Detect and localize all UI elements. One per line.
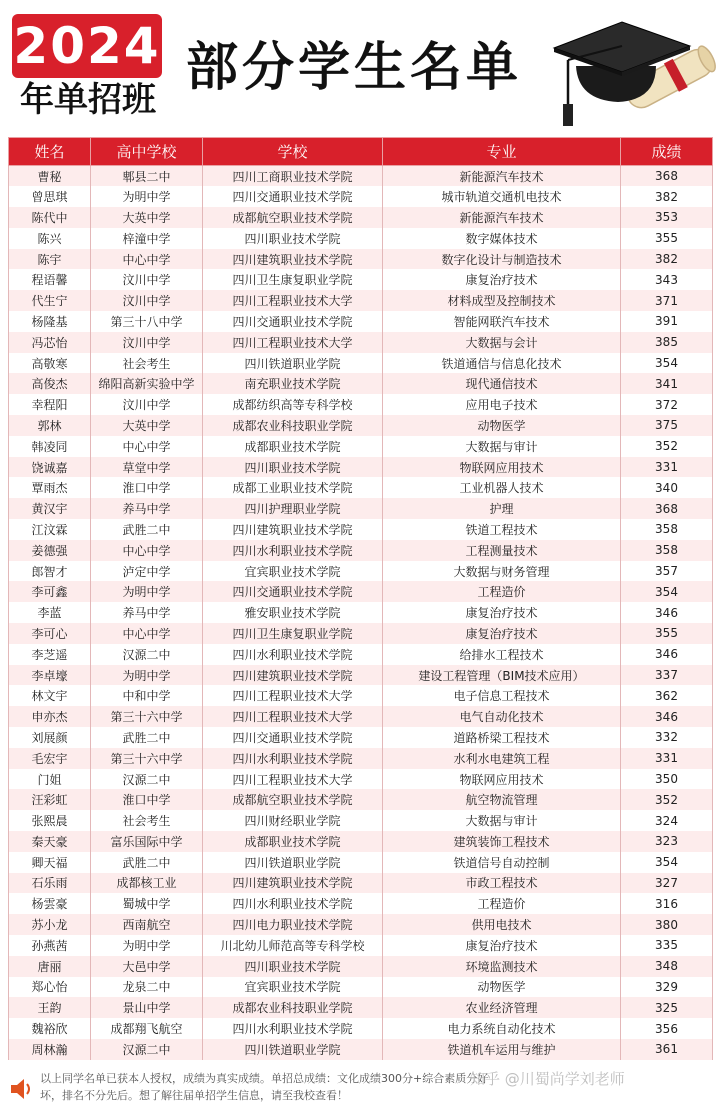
cell-score: 335 xyxy=(621,935,713,956)
cell-score: 354 xyxy=(621,581,713,602)
cell-major: 建筑装饰工程技术 xyxy=(383,831,621,852)
table-row xyxy=(9,207,713,228)
cell-score: 371 xyxy=(621,290,713,311)
cell-college: 成都航空职业技术学院 xyxy=(203,207,383,228)
cell-high-school: 汉源二中 xyxy=(91,1039,203,1060)
cell-name: 林文宇 xyxy=(9,685,91,706)
cell-major: 铁道机车运用与维护 xyxy=(383,1039,621,1060)
cell-major: 铁道通信与信息化技术 xyxy=(383,353,621,374)
table-row xyxy=(9,249,713,270)
cell-high-school: 绵阳高新实验中学 xyxy=(91,373,203,394)
cell-major: 大数据与财务管理 xyxy=(383,561,621,582)
cell-name: 陈宇 xyxy=(9,249,91,270)
cell-college: 四川工程职业技术大学 xyxy=(203,769,383,790)
cell-score: 352 xyxy=(621,436,713,457)
cell-name: 汪彩虹 xyxy=(9,789,91,810)
table-row xyxy=(9,706,713,727)
cell-high-school: 汉源二中 xyxy=(91,769,203,790)
cell-major: 护理 xyxy=(383,498,621,519)
cell-college: 四川水利职业技术学院 xyxy=(203,1018,383,1039)
cell-major: 大数据与会计 xyxy=(383,332,621,353)
cell-high-school: 富乐国际中学 xyxy=(91,831,203,852)
table-row xyxy=(9,893,713,914)
cell-college: 四川建筑职业技术学院 xyxy=(203,249,383,270)
column-header-name: 姓名 xyxy=(9,138,91,166)
cell-college: 四川财经职业学院 xyxy=(203,810,383,831)
cell-high-school: 淮口中学 xyxy=(91,477,203,498)
table-row xyxy=(9,415,713,436)
cell-college: 雅安职业技术学院 xyxy=(203,602,383,623)
footer xyxy=(0,1066,720,1108)
cell-major: 给排水工程技术 xyxy=(383,644,621,665)
cell-high-school: 泸定中学 xyxy=(91,561,203,582)
column-header-score: 成绩 xyxy=(621,138,713,166)
cell-name: 覃雨杰 xyxy=(9,477,91,498)
cell-major: 工程造价 xyxy=(383,581,621,602)
table-row xyxy=(9,394,713,415)
cell-name: 郎智才 xyxy=(9,561,91,582)
cell-major: 数字媒体技术 xyxy=(383,228,621,249)
cell-high-school: 蜀城中学 xyxy=(91,893,203,914)
cell-high-school: 淮口中学 xyxy=(91,789,203,810)
table-row xyxy=(9,457,713,478)
cell-name: 申亦杰 xyxy=(9,706,91,727)
cell-name: 刘展颜 xyxy=(9,727,91,748)
cell-name: 杨雲豪 xyxy=(9,893,91,914)
table-row xyxy=(9,373,713,394)
cell-major: 电气自动化技术 xyxy=(383,706,621,727)
cell-score: 346 xyxy=(621,602,713,623)
table-row xyxy=(9,748,713,769)
cell-college: 四川建筑职业技术学院 xyxy=(203,665,383,686)
cell-major: 铁道信号自动控制 xyxy=(383,852,621,873)
cell-college: 四川护理职业学院 xyxy=(203,498,383,519)
cell-major: 市政工程技术 xyxy=(383,873,621,894)
cell-high-school: 汶川中学 xyxy=(91,290,203,311)
cell-major: 动物医学 xyxy=(383,415,621,436)
cell-college: 成都农业科技职业学院 xyxy=(203,997,383,1018)
cell-score: 368 xyxy=(621,498,713,519)
cell-major: 农业经济管理 xyxy=(383,997,621,1018)
cell-name: 卿天福 xyxy=(9,852,91,873)
cell-score: 382 xyxy=(621,186,713,207)
table-row xyxy=(9,1018,713,1039)
cell-college: 四川铁道职业学院 xyxy=(203,353,383,374)
column-header-high-school: 高中学校 xyxy=(91,138,203,166)
table-row xyxy=(9,914,713,935)
cell-score: 358 xyxy=(621,540,713,561)
table-row xyxy=(9,561,713,582)
cell-college: 成都纺织高等专科学校 xyxy=(203,394,383,415)
cell-score: 343 xyxy=(621,269,713,290)
cell-college: 四川交通职业技术学院 xyxy=(203,311,383,332)
cell-name: 李蓝 xyxy=(9,602,91,623)
cell-college: 四川铁道职业学院 xyxy=(203,852,383,873)
cell-major: 智能网联汽车技术 xyxy=(383,311,621,332)
cell-college: 四川水利职业技术学院 xyxy=(203,644,383,665)
cell-name: 李卓壕 xyxy=(9,665,91,686)
table-row xyxy=(9,623,713,644)
cell-high-school: 中心中学 xyxy=(91,249,203,270)
cell-high-school: 为明中学 xyxy=(91,581,203,602)
cell-major: 大数据与审计 xyxy=(383,436,621,457)
cell-name: 李芝遥 xyxy=(9,644,91,665)
cell-score: 331 xyxy=(621,457,713,478)
table-row xyxy=(9,789,713,810)
cell-name: 唐丽 xyxy=(9,956,91,977)
table-row xyxy=(9,810,713,831)
cell-major: 电力系统自动化技术 xyxy=(383,1018,621,1039)
cell-name: 高俊杰 xyxy=(9,373,91,394)
header xyxy=(0,0,720,132)
cell-high-school: 中心中学 xyxy=(91,436,203,457)
cell-major: 康复治疗技术 xyxy=(383,602,621,623)
table-row xyxy=(9,498,713,519)
speaker-icon xyxy=(8,1076,34,1102)
class-name: 年单招班 xyxy=(20,80,156,120)
cell-high-school: 第三十六中学 xyxy=(91,706,203,727)
cell-score: 327 xyxy=(621,873,713,894)
student-table xyxy=(8,137,712,1060)
cell-name: 杨隆基 xyxy=(9,311,91,332)
cell-college: 成都工业职业技术学院 xyxy=(203,477,383,498)
cell-high-school: 养马中学 xyxy=(91,602,203,623)
cell-major: 工程测量技术 xyxy=(383,540,621,561)
table-row xyxy=(9,977,713,998)
cell-major: 物联网应用技术 xyxy=(383,769,621,790)
cell-score: 380 xyxy=(621,914,713,935)
cell-score: 357 xyxy=(621,561,713,582)
table-row xyxy=(9,997,713,1018)
table-row xyxy=(9,290,713,311)
cell-college: 成都职业技术学院 xyxy=(203,831,383,852)
cell-high-school: 中心中学 xyxy=(91,623,203,644)
year-label: 2024 xyxy=(13,17,161,75)
cell-name: 曾思琪 xyxy=(9,186,91,207)
table-row xyxy=(9,311,713,332)
cell-name: 张熙晨 xyxy=(9,810,91,831)
cell-high-school: 为明中学 xyxy=(91,935,203,956)
cell-score: 341 xyxy=(621,373,713,394)
cell-score: 353 xyxy=(621,207,713,228)
cell-high-school: 大邑中学 xyxy=(91,956,203,977)
cell-score: 391 xyxy=(621,311,713,332)
cell-college: 四川职业技术学院 xyxy=(203,228,383,249)
cell-high-school: 景山中学 xyxy=(91,997,203,1018)
cell-score: 346 xyxy=(621,706,713,727)
table-row xyxy=(9,186,713,207)
cell-name: 曹秘 xyxy=(9,166,91,187)
page-title: 部分学生名单 xyxy=(186,38,523,98)
table-row xyxy=(9,769,713,790)
cell-college: 四川交通职业技术学院 xyxy=(203,186,383,207)
cell-college: 四川职业技术学院 xyxy=(203,457,383,478)
cell-major: 现代通信技术 xyxy=(383,373,621,394)
table-row xyxy=(9,581,713,602)
cell-high-school: 为明中学 xyxy=(91,186,203,207)
cell-score: 354 xyxy=(621,353,713,374)
cell-high-school: 社会考生 xyxy=(91,353,203,374)
cell-score: 362 xyxy=(621,685,713,706)
cell-score: 348 xyxy=(621,956,713,977)
table-row xyxy=(9,228,713,249)
cell-score: 382 xyxy=(621,249,713,270)
footer-note: 以上同学名单已获本人授权，成绩为真实成绩。单招总成绩：文化成绩300分+综合素质分好坏，排名不分先后。想了解往届单招学生信息，请至我校查看！ xyxy=(40,1072,489,1102)
cell-score: 358 xyxy=(621,519,713,540)
cell-high-school: 养马中学 xyxy=(91,498,203,519)
cell-major: 康复治疗技术 xyxy=(383,269,621,290)
cell-college: 四川电力职业技术学院 xyxy=(203,914,383,935)
cell-major: 航空物流管理 xyxy=(383,789,621,810)
cell-high-school: 第三十八中学 xyxy=(91,311,203,332)
cell-college: 成都农业科技职业学院 xyxy=(203,415,383,436)
cell-high-school: 武胜二中 xyxy=(91,727,203,748)
cell-score: 355 xyxy=(621,623,713,644)
cell-high-school: 龙泉二中 xyxy=(91,977,203,998)
table-row xyxy=(9,685,713,706)
cell-name: 高敬寒 xyxy=(9,353,91,374)
cell-score: 372 xyxy=(621,394,713,415)
cell-name: 李可心 xyxy=(9,623,91,644)
cell-high-school: 成都翔飞航空 xyxy=(91,1018,203,1039)
cell-major: 铁道工程技术 xyxy=(383,519,621,540)
watermark: 知乎 @川蜀尚学刘老师 xyxy=(470,1070,625,1088)
cell-name: 郑心怡 xyxy=(9,977,91,998)
cell-score: 332 xyxy=(621,727,713,748)
cell-name: 孙燕茜 xyxy=(9,935,91,956)
cell-major: 工程造价 xyxy=(383,893,621,914)
cell-college: 四川交通职业技术学院 xyxy=(203,727,383,748)
cell-name: 门姐 xyxy=(9,769,91,790)
table-row xyxy=(9,852,713,873)
cell-major: 康复治疗技术 xyxy=(383,935,621,956)
cell-college: 四川卫生康复职业学院 xyxy=(203,623,383,644)
table-header-row xyxy=(9,138,713,166)
cell-name: 姜德强 xyxy=(9,540,91,561)
cell-college: 宜宾职业技术学院 xyxy=(203,561,383,582)
cell-high-school: 中心中学 xyxy=(91,540,203,561)
cell-name: 王韵 xyxy=(9,997,91,1018)
cell-college: 四川工程职业技术大学 xyxy=(203,290,383,311)
cell-name: 李可鑫 xyxy=(9,581,91,602)
cell-high-school: 郫县二中 xyxy=(91,166,203,187)
cell-college: 宜宾职业技术学院 xyxy=(203,977,383,998)
table-row xyxy=(9,873,713,894)
cell-major: 道路桥梁工程技术 xyxy=(383,727,621,748)
cell-name: 幸程阳 xyxy=(9,394,91,415)
cell-score: 329 xyxy=(621,977,713,998)
cell-major: 新能源汽车技术 xyxy=(383,166,621,187)
cell-score: 354 xyxy=(621,852,713,873)
cell-score: 361 xyxy=(621,1039,713,1060)
cell-major: 城市轨道交通机电技术 xyxy=(383,186,621,207)
table-body xyxy=(9,166,713,1060)
cell-major: 大数据与审计 xyxy=(383,810,621,831)
graduation-cap-icon xyxy=(548,14,720,134)
cell-high-school: 大英中学 xyxy=(91,415,203,436)
cell-name: 饶诚嘉 xyxy=(9,457,91,478)
table-row xyxy=(9,602,713,623)
cell-high-school: 社会考生 xyxy=(91,810,203,831)
cell-college: 成都航空职业技术学院 xyxy=(203,789,383,810)
cell-college: 四川建筑职业技术学院 xyxy=(203,873,383,894)
cell-score: 350 xyxy=(621,769,713,790)
cell-college: 四川铁道职业学院 xyxy=(203,1039,383,1060)
cell-high-school: 梓潼中学 xyxy=(91,228,203,249)
cell-name: 江汶霖 xyxy=(9,519,91,540)
table-row xyxy=(9,644,713,665)
cell-score: 352 xyxy=(621,789,713,810)
table-row xyxy=(9,727,713,748)
column-header-major: 专业 xyxy=(383,138,621,166)
cell-name: 陈代中 xyxy=(9,207,91,228)
table-row xyxy=(9,166,713,187)
cell-major: 供用电技术 xyxy=(383,914,621,935)
cell-college: 成都职业技术学院 xyxy=(203,436,383,457)
year-badge xyxy=(12,14,162,78)
cell-major: 环境监测技术 xyxy=(383,956,621,977)
cell-college: 四川水利职业技术学院 xyxy=(203,893,383,914)
cell-college: 四川水利职业技术学院 xyxy=(203,540,383,561)
table-row xyxy=(9,353,713,374)
cell-score: 323 xyxy=(621,831,713,852)
cell-high-school: 大英中学 xyxy=(91,207,203,228)
cell-high-school: 武胜二中 xyxy=(91,519,203,540)
cell-score: 316 xyxy=(621,893,713,914)
cell-high-school: 汶川中学 xyxy=(91,332,203,353)
cell-high-school: 汶川中学 xyxy=(91,269,203,290)
cell-major: 康复治疗技术 xyxy=(383,623,621,644)
table-row xyxy=(9,269,713,290)
table-row xyxy=(9,436,713,457)
table-row xyxy=(9,519,713,540)
cell-score: 356 xyxy=(621,1018,713,1039)
cell-name: 代生宁 xyxy=(9,290,91,311)
table-row xyxy=(9,332,713,353)
cell-name: 程语馨 xyxy=(9,269,91,290)
cell-high-school: 西南航空 xyxy=(91,914,203,935)
cell-major: 电子信息工程技术 xyxy=(383,685,621,706)
cell-high-school: 草堂中学 xyxy=(91,457,203,478)
cell-major: 新能源汽车技术 xyxy=(383,207,621,228)
table-row xyxy=(9,1039,713,1060)
cell-major: 工业机器人技术 xyxy=(383,477,621,498)
cell-name: 周林瀚 xyxy=(9,1039,91,1060)
cell-college: 四川工商职业技术学院 xyxy=(203,166,383,187)
cell-name: 石乐雨 xyxy=(9,873,91,894)
cell-college: 四川卫生康复职业学院 xyxy=(203,269,383,290)
cell-high-school: 武胜二中 xyxy=(91,852,203,873)
cell-score: 385 xyxy=(621,332,713,353)
cell-major: 动物医学 xyxy=(383,977,621,998)
cell-high-school: 汉源二中 xyxy=(91,644,203,665)
cell-score: 340 xyxy=(621,477,713,498)
cell-major: 材料成型及控制技术 xyxy=(383,290,621,311)
cell-major: 数字化设计与制造技术 xyxy=(383,249,621,270)
cell-college: 四川交通职业技术学院 xyxy=(203,581,383,602)
table-row xyxy=(9,831,713,852)
table-row xyxy=(9,956,713,977)
table-row xyxy=(9,540,713,561)
cell-high-school: 成都核工业 xyxy=(91,873,203,894)
cell-major: 建设工程管理（BIM技术应用） xyxy=(383,665,621,686)
cell-name: 黄汉宇 xyxy=(9,498,91,519)
cell-major: 水利水电建筑工程 xyxy=(383,748,621,769)
cell-major: 物联网应用技术 xyxy=(383,457,621,478)
table-row xyxy=(9,935,713,956)
cell-college: 四川工程职业技术大学 xyxy=(203,685,383,706)
cell-score: 355 xyxy=(621,228,713,249)
cell-score: 331 xyxy=(621,748,713,769)
cell-college: 四川工程职业技术大学 xyxy=(203,332,383,353)
cell-name: 毛宏宇 xyxy=(9,748,91,769)
cell-college: 四川工程职业技术大学 xyxy=(203,706,383,727)
cell-high-school: 汶川中学 xyxy=(91,394,203,415)
cell-score: 325 xyxy=(621,997,713,1018)
cell-score: 368 xyxy=(621,166,713,187)
cell-major: 应用电子技术 xyxy=(383,394,621,415)
cell-name: 冯芯怡 xyxy=(9,332,91,353)
cell-college: 川北幼儿师范高等专科学校 xyxy=(203,935,383,956)
column-header-college: 学校 xyxy=(203,138,383,166)
cell-name: 苏小龙 xyxy=(9,914,91,935)
cell-name: 陈兴 xyxy=(9,228,91,249)
cell-name: 秦天豪 xyxy=(9,831,91,852)
cell-college: 南充职业技术学院 xyxy=(203,373,383,394)
cell-score: 324 xyxy=(621,810,713,831)
table-row xyxy=(9,477,713,498)
cell-college: 四川水利职业技术学院 xyxy=(203,748,383,769)
cell-name: 郭林 xyxy=(9,415,91,436)
cell-high-school: 为明中学 xyxy=(91,665,203,686)
table-row xyxy=(9,665,713,686)
cell-score: 346 xyxy=(621,644,713,665)
cell-score: 337 xyxy=(621,665,713,686)
cell-name: 韩凌同 xyxy=(9,436,91,457)
cell-college: 四川建筑职业技术学院 xyxy=(203,519,383,540)
cell-high-school: 中和中学 xyxy=(91,685,203,706)
cell-high-school: 第三十六中学 xyxy=(91,748,203,769)
cell-college: 四川职业技术学院 xyxy=(203,956,383,977)
cell-score: 375 xyxy=(621,415,713,436)
cell-name: 魏裕欣 xyxy=(9,1018,91,1039)
